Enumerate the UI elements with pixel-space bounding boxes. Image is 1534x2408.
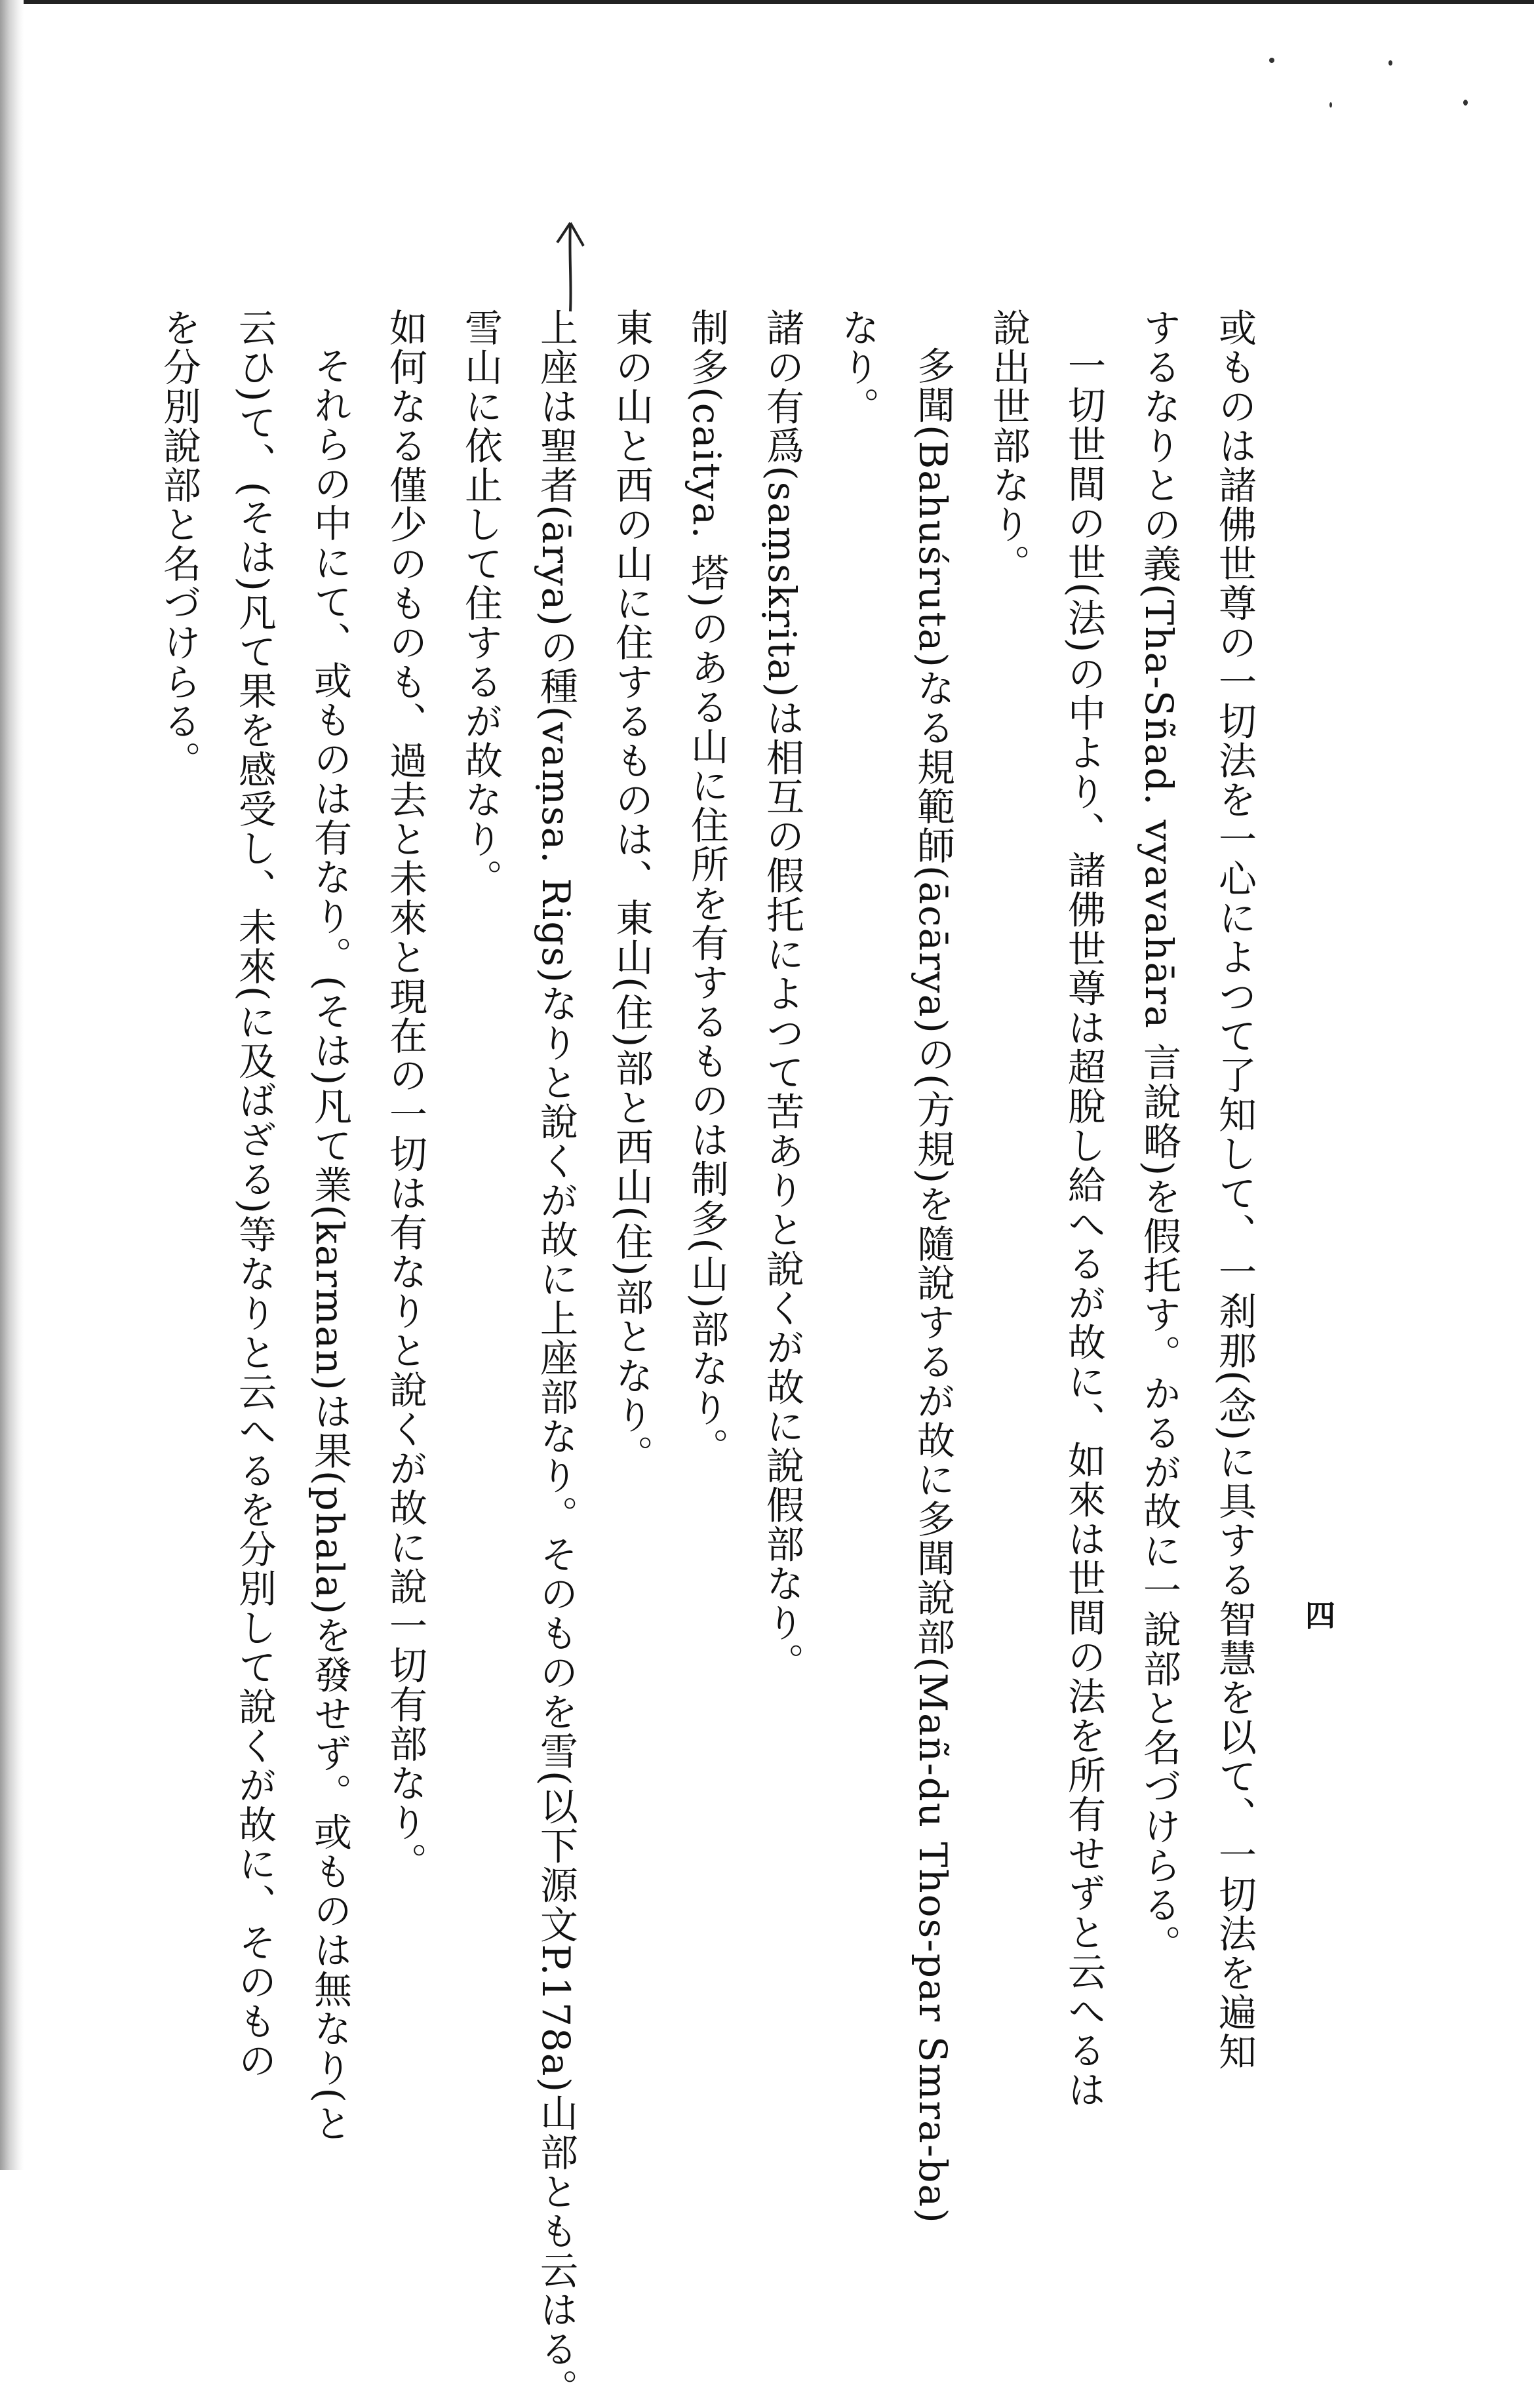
top-edge-rule [0, 0, 1534, 4]
text-line: 多聞(Bahuśruta)なる規範師(ācārya)の(方規)を隨說するが故に多聞說部(Mañ-du Thos-par Smra-ba) [911, 346, 955, 2224]
text-line: 如何なる僅少のものも、過去と未來と現在の一切は有なりと說くが故に說一切有部なり。 [383, 308, 427, 1882]
scan-speck [1463, 100, 1468, 106]
text-line: を分別說部と名づけらる。 [157, 308, 201, 780]
text-line: 東の山と西の山に住するものは、東山(住)部と西山(住)部となり。 [609, 308, 654, 1474]
text-line: それらの中にて、或ものは有なり。(そは)凡て業(karman)は果(phala)を發せず。或ものは無なり(と [307, 346, 352, 2143]
scan-speck [1269, 58, 1274, 63]
text-line: 或ものは諸佛世尊の一切法を一心によつて了知して、一刹那(念)に具する智慧を以て、一切法を遍知 [1212, 308, 1257, 2072]
text-line: 制多(caitya. 塔)のある山に住所を有するものは制多(山)部なり。 [684, 308, 729, 1467]
text-line: 云ひ)て、(そは)凡て果を感受し、未來(に及ばざる)等なりと云へるを分別して說くが故に、そのもの [232, 308, 277, 2081]
text-line: 諸の有爲(saṃskṛita)は相互の假托によつて苦ありと說くが故に說假部なり。 [760, 308, 804, 1682]
text-line: 一切世間の世(法)の中より、諸佛世尊は超脫し給へるが故に、如來は世間の法を所有せずと云へるは [1061, 346, 1106, 2110]
text-line: 雪山に依止して住するが故なり。 [458, 308, 503, 898]
scan-speck [1388, 60, 1392, 66]
text-line: 上座は聖者(ārya)の種(vaṃsa. Rigs)なりと說くが故に上座部なり。そのものを雪(以下源文P.178a)山部とも云はる。 [534, 308, 578, 2408]
text-line: 說出世部なり。 [986, 308, 1031, 583]
text-line: するなりとの義(Tha-Sñad. vyavahāra 言說略)を假托す。かるが故に一說部と名づけらる。 [1137, 308, 1181, 1964]
text-line: なり。 [835, 308, 880, 426]
page-number: 四 [1301, 1600, 1336, 1630]
handwritten-margin-mark [551, 216, 590, 315]
scan-left-edge-shadow [0, 0, 24, 2170]
scan-speck [1329, 102, 1332, 108]
vertical-text-body [157, 308, 1272, 2408]
